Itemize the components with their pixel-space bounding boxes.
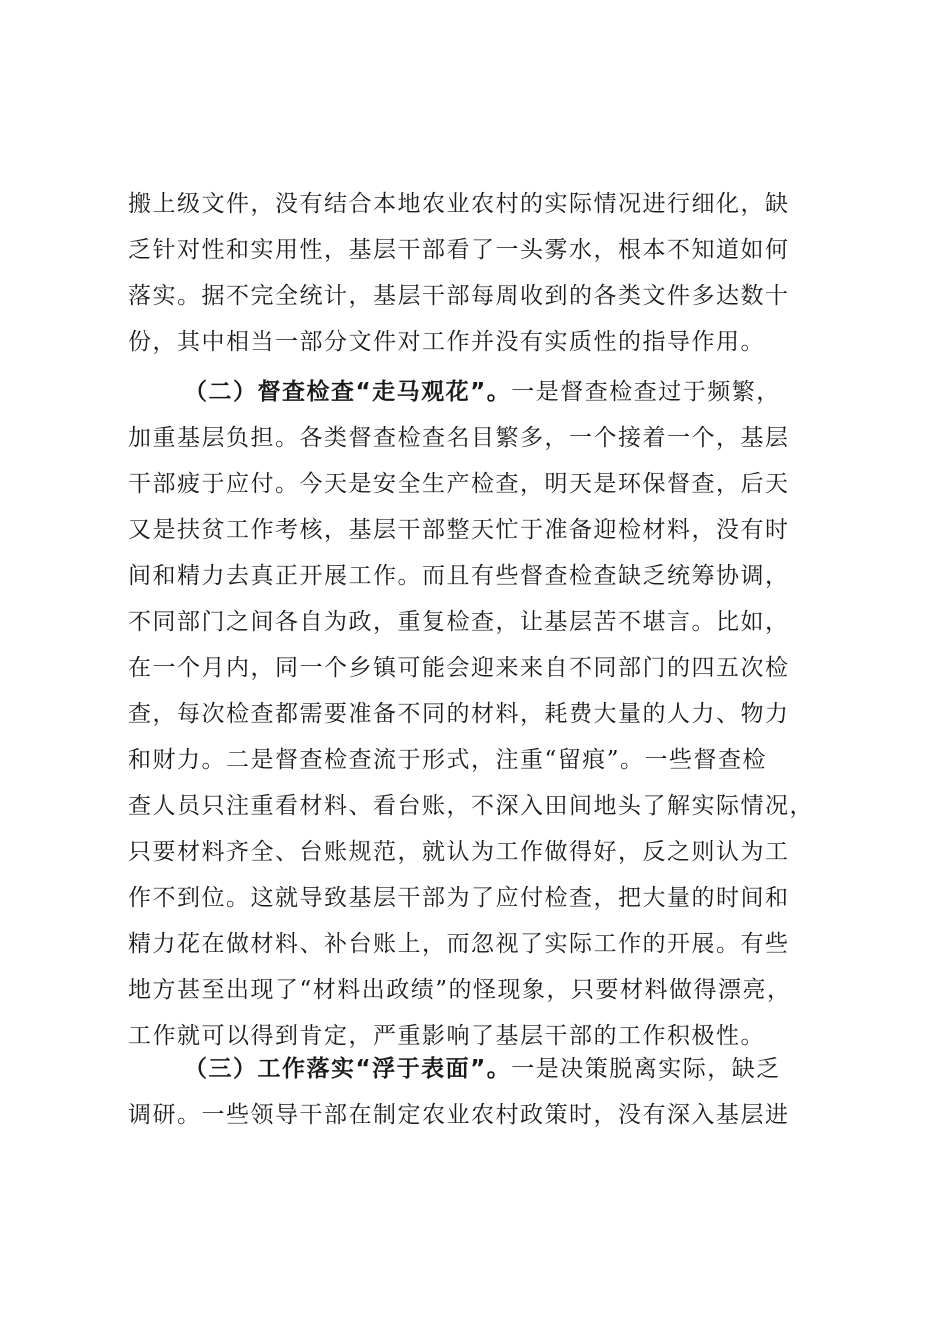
text-line: 不同部门之间各自为政，重复检查，让基层苦不堪言。比如， bbox=[128, 609, 790, 635]
text-line: 查人员只注重看材料、看台账，不深入田间地头了解实际情况， bbox=[128, 793, 814, 819]
text-line: 地方甚至出现了“材料出政绩”的怪现象，只要材料做得漂亮， bbox=[128, 977, 792, 1003]
text-line: 调研。一些领导干部在制定农业农村政策时，没有深入基层进 bbox=[128, 1102, 790, 1128]
text-line: 工作就可以得到肯定，严重影响了基层干部的工作积极性。 bbox=[128, 1023, 765, 1049]
text-line: 精力花在做材料、补台账上，而忽视了实际工作的开展。有些 bbox=[128, 931, 790, 957]
text-line: 乏针对性和实用性，基层干部看了一头雾水，根本不知道如何 bbox=[128, 237, 790, 263]
text-line: 干部疲于应付。今天是安全生产检查，明天是环保督查，后天 bbox=[128, 471, 790, 497]
text-line: 只要材料齐全、台账规范，就认为工作做得好，反之则认为工 bbox=[128, 839, 790, 865]
text-run: 一是决策脱离实际，缺乏 bbox=[511, 1056, 781, 1082]
text-line: 间和精力去真正开展工作。而且有些督查检查缺乏统筹协调， bbox=[128, 563, 790, 589]
text-line: 查，每次检查都需要准备不同的材料，耗费大量的人力、物力 bbox=[128, 701, 790, 727]
text-line: 在一个月内，同一个乡镇可能会迎来来自不同部门的四五次检 bbox=[128, 655, 790, 681]
text-line: 又是扶贫工作考核，基层干部整天忙于准备迎检材料，没有时 bbox=[128, 517, 790, 543]
text-line: 份，其中相当一部分文件对工作并没有实质性的指导作用。 bbox=[128, 329, 765, 355]
section-heading-3: （三）工作落实“浮于表面”。 bbox=[184, 1056, 512, 1082]
paragraph-inspection bbox=[128, 369, 833, 1059]
text-line: 落实。据不完全统计，基层干部每周收到的各类文件多达数十 bbox=[128, 283, 790, 309]
text-line: 作不到位。这就导致基层干部为了应付检查，把大量的时间和 bbox=[128, 885, 790, 911]
paragraph-first-line bbox=[128, 369, 833, 415]
paragraph-first-line bbox=[128, 1046, 833, 1092]
section-heading-2: （二）督查检查“走马观花”。 bbox=[184, 379, 512, 405]
text-line: 加重基层负担。各类督查检查名目繁多，一个接着一个，基层 bbox=[128, 425, 790, 451]
paragraph-continuation bbox=[128, 181, 833, 365]
text-run: 一是督查检查过于频繁， bbox=[511, 379, 781, 405]
text-line: 搬上级文件，没有结合本地农业农村的实际情况进行细化，缺 bbox=[128, 191, 790, 217]
text-line: 和财力。二是督查检查流于形式，注重“留痕”。一些督查检 bbox=[128, 747, 768, 773]
paragraph-implementation bbox=[128, 1046, 833, 1138]
